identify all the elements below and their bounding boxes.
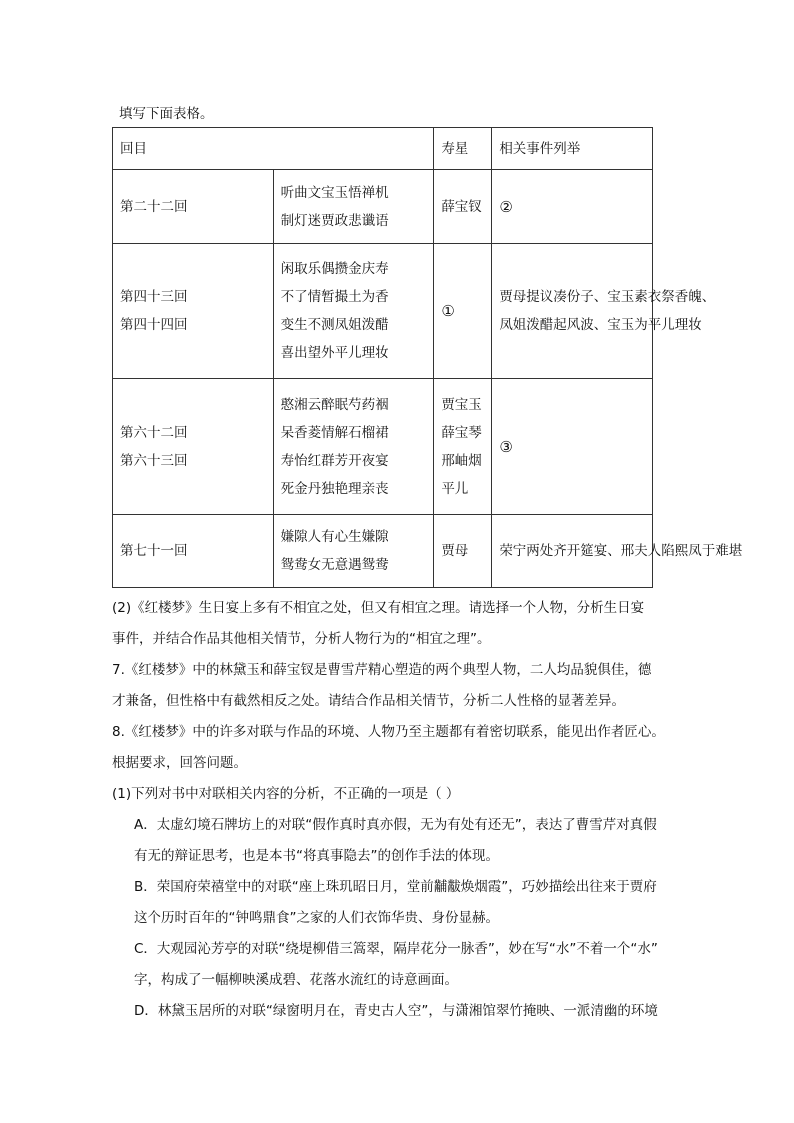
header-chapter: 回目 xyxy=(113,128,434,170)
star-cell: 贾母 xyxy=(434,515,492,588)
q8-line: 根据要求，回答问题。 xyxy=(112,755,247,771)
q7-line: 7.《红楼梦》中的林黛玉和薛宝钗是曹雪芹精心塑造的两个典型人物，二人均品貌俱佳，德 xyxy=(112,662,652,678)
events-cell: ③ xyxy=(492,379,653,515)
events-cell: 贾母提议凑份子、宝玉素衣祭香魄、 凤姐泼醋起风波、宝玉为平儿理妆 xyxy=(492,244,653,379)
question-text xyxy=(112,593,684,1027)
table-row xyxy=(113,170,653,244)
table-header-row xyxy=(113,128,653,170)
option-d: D．林黛玉居所的对联“绿窗明月在，青史古人空”，与潇湘馆翠竹掩映、一派清幽的环境 xyxy=(134,1003,658,1019)
q2-line: (2)《红楼梦》生日宴上多有不相宜之处，但又有相宜之理。请选择一个人物，分析生日宴 xyxy=(112,600,645,616)
events-cell: ② xyxy=(492,170,653,244)
star-cell: ① xyxy=(434,244,492,379)
q7-line: 才兼备，但性格中有截然相反之处。请结合作品相关情节，分析二人性格的显著差异。 xyxy=(112,693,625,709)
q8-line: 8.《红楼梦》中的许多对联与作品的环境、人物乃至主题都有着密切联系，能见出作者匠心。 xyxy=(112,724,665,740)
birthday-table xyxy=(112,127,743,588)
q2-line: 事件，并结合作品其他相关情节，分析人物行为的“相宜之理”。 xyxy=(112,631,491,647)
table-row xyxy=(113,244,653,379)
title-cell: 听曲文宝玉悟禅机 制灯迷贾政悲谶语 xyxy=(273,170,434,244)
option-a-cont: 有无的辩证思考，也是本书“将真事隐去”的创作手法的体现。 xyxy=(134,848,499,864)
option-a: A．太虚幻境石牌坊上的对联“假作真时真亦假，无为有处有还无”，表达了曹雪芹对真假 xyxy=(134,817,657,833)
chapter-cell: 第二十二回 xyxy=(113,170,274,244)
option-b: B．荣国府荣禧堂中的对联“座上珠玑昭日月，堂前黼黻焕烟霞”，巧妙描绘出往来于贾府 xyxy=(134,879,657,895)
chapter-cell: 第四十三回 第四十四回 xyxy=(113,244,274,379)
option-c-cont: 字，构成了一幅柳映溪成碧、花落水流红的诗意画面。 xyxy=(134,972,458,988)
option-b-cont: 这个历时百年的“钟鸣鼎食”之家的人们衣饰华贵、身份显赫。 xyxy=(134,910,499,926)
star-cell: 贾宝玉 薛宝琴 邢岫烟 平儿 xyxy=(434,379,492,515)
title-cell: 闲取乐偶攒金庆寿 不了情暂撮土为香 变生不测凤姐泼醋 喜出望外平儿理妆 xyxy=(273,244,434,379)
option-c: C．大观园沁芳亭的对联“绕堤柳借三篙翠，隔岸花分一脉香”，妙在写“水”不着一个“水” xyxy=(134,941,658,957)
table-row xyxy=(113,379,653,515)
header-star: 寿星 xyxy=(434,128,492,170)
intro-text: 填写下面表格。 xyxy=(119,106,214,122)
header-events: 相关事件列举 xyxy=(492,128,653,170)
events-cell: 荣宁两处齐开筵宴、邢夫人陷熙凤于难堪 xyxy=(492,515,653,588)
chapter-cell: 第七十一回 xyxy=(113,515,274,588)
q8-1-prompt: (1)下列对书中对联相关内容的分析，不正确的一项是（ ） xyxy=(112,786,460,802)
star-cell: 薛宝钗 xyxy=(434,170,492,244)
title-cell: 嫌隙人有心生嫌隙 鸳鸯女无意遇鸳鸯 xyxy=(273,515,434,588)
title-cell: 憨湘云醉眠芍药裀 呆香菱情解石榴裙 寿怡红群芳开夜宴 死金丹独艳理亲丧 xyxy=(273,379,434,515)
chapter-cell: 第六十二回 第六十三回 xyxy=(113,379,274,515)
table-row xyxy=(113,515,653,588)
